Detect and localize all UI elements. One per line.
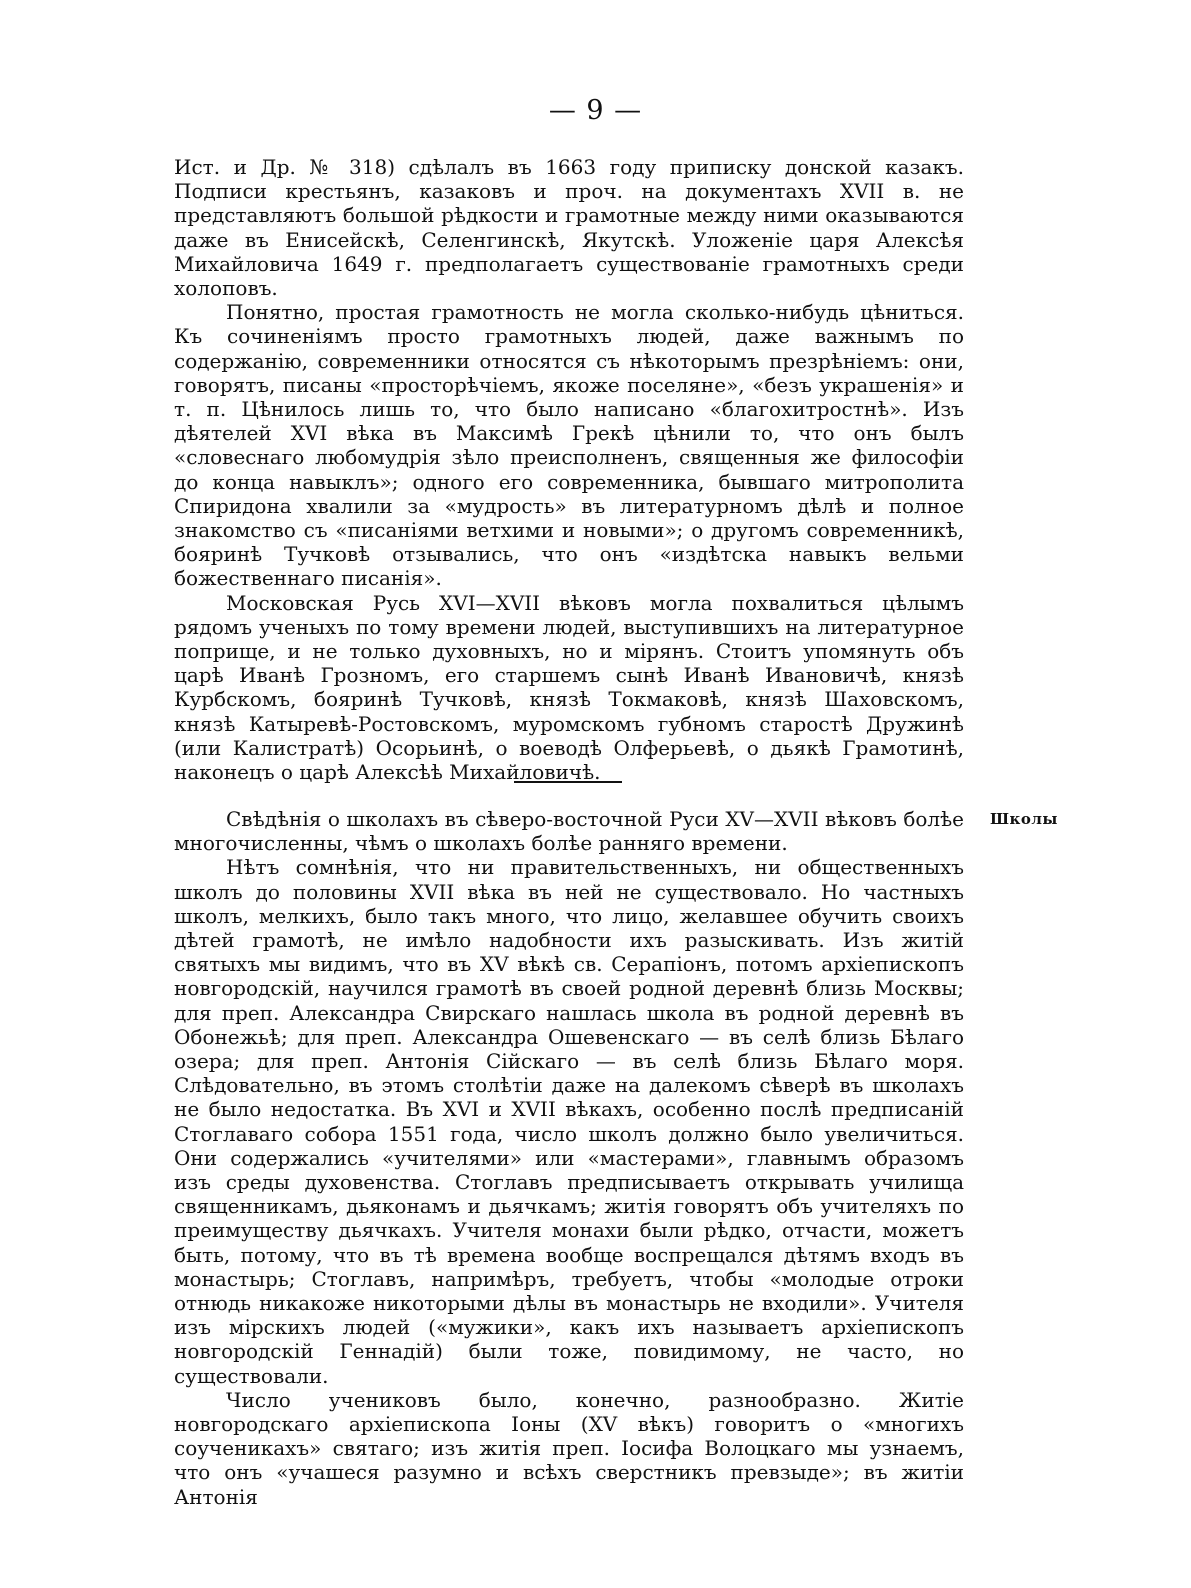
- paragraph: Московская Русь XVI—XVII вѣковъ могла похвалиться цѣлымъ рядомъ ученыхъ по тому времени людей, выступившихъ на литературное поприще, и не только духовныхъ, но и мірянъ. Стоитъ упомянуть объ царѣ Иванѣ Грозномъ, его старшемъ сынѣ Иванѣ Ивановичѣ, князѣ Курбскомъ, бояринѣ Тучковѣ, князѣ Токмаковѣ, князѣ Шаховскомъ, князѣ Катыревѣ-Ростовскомъ, муромскомъ губномъ старостѣ Дружинѣ (или Калистратѣ) Осорьинѣ, о воеводѣ Олферьевѣ, о дьякѣ Грамотинѣ, наконецъ о царѣ Алексѣѣ Михайловичѣ.: [174, 590, 964, 785]
- section-literacy: [174, 155, 964, 784]
- paragraph: Понятно, простая грамотность не могла сколько-нибудь цѣниться. Къ сочиненіямъ просто грамотныхъ людей, даже важнымъ по содержанію, современники относятся съ нѣкоторымъ презрѣніемъ: они, говорятъ, писаны «просторѣчіемъ, якоже поселяне», «безъ украшенія» и т. п. Цѣнилось лишь то, что было написано «благохитростнѣ». Изъ дѣятелей XVI вѣка въ Максимѣ Грекѣ цѣнили то, что онъ былъ «словеснаго любомудрія зѣло преисполненъ, священныя же философіи до конца навыклъ»; одного его современника, бывшаго митрополита Спиридона хвалили за «мудрость» въ литературномъ дѣлѣ и полное знакомство съ «писаніями ветхими и новыми»; о другомъ современникѣ, бояринѣ Тучковѣ отзывались, что онъ «издѣтска навыкъ вельми божественнаго писанія».: [174, 300, 964, 591]
- section-schools: [174, 807, 964, 1509]
- paragraph: Ист. и Др. № 318) сдѣлалъ въ 1663 году приписку донской казакъ. Подписи крестьянъ, казаковъ и проч. на документахъ XVII в. не представляютъ большой рѣдкости и грамотные между ними оказываются даже въ Енисейскѣ, Селенгинскѣ, Якутскѣ. Уложеніе царя Алексѣя Михайловича 1649 г. предполагаетъ существованіе грамотныхъ среди холоповъ.: [174, 155, 964, 301]
- paragraph: Свѣдѣнія о школахъ въ сѣверо-восточной Руси XV—XVII вѣковъ болѣе многочисленны, чѣмъ о школахъ болѣе ранняго времени.: [174, 807, 964, 856]
- paragraph: Нѣтъ сомнѣнія, что ни правительственныхъ, ни общественныхъ школъ до половины XVII вѣка въ ней не существовало. Но частныхъ школъ, мелкихъ, было такъ много, что лицо, желавшее обучить своихъ дѣтей грамотѣ, не имѣло надобности ихъ разыскивать. Изъ житій святыхъ мы видимъ, что въ XV вѣкѣ св. Серапіонъ, потомъ архіепископъ новгородскій, научился грамотѣ въ своей родной деревнѣ близь Москвы; для преп. Александра Свирскаго нашлась школа въ родной деревнѣ въ Обонежьѣ; для преп. Александра Ошевенскаго — въ селѣ близь Бѣлаго озера; для преп. Антонія Сійскаго — въ селѣ близь Бѣлаго моря. Слѣдовательно, въ этомъ столѣтіи даже на далекомъ сѣверѣ въ школахъ не было недостатка. Въ XVI и XVII вѣкахъ, особенно послѣ предписаній Стоглаваго собора 1551 года, число школъ должно было увеличиться. Они содержались «учителями» или «мастерами», главнымъ образомъ изъ среды духовенства. Стоглавъ предписываетъ открывать училища священникамъ, дьяконамъ и дьячкамъ; житія говорятъ объ учителяхъ по преимуществу дьячкахъ. Учителя монахи были рѣдко, отчасти, можетъ быть, потому, что въ тѣ времена вообще воспрещался дѣтямъ входъ въ монастырь; Стоглавъ, напримѣръ, требуетъ, чтобы «молодые отроки отнюдь никакоже никоторыми дѣлы въ монастырь не входили». Учителя изъ мірскихъ людей («мужики», какъ ихъ называетъ архіепископъ новгородскій Геннадій) были тоже, повидимому, не часто, но существовали.: [174, 855, 964, 1388]
- paragraph: Число учениковъ было, конечно, разнообразно. Житіе новгородскаго архіепископа Іоны (XV вѣкъ) говоритъ о «многихъ соученикахъ» святаго; изъ житія преп. Іосифа Волоцкаго мы узнаемъ, что онъ «учашеся разумно и всѣхъ сверстникъ превзыде»; въ житіи Антонія: [174, 1387, 964, 1509]
- section-divider: [514, 781, 622, 783]
- margin-note: Школы: [990, 810, 1058, 828]
- page-number: — 9 —: [548, 95, 643, 126]
